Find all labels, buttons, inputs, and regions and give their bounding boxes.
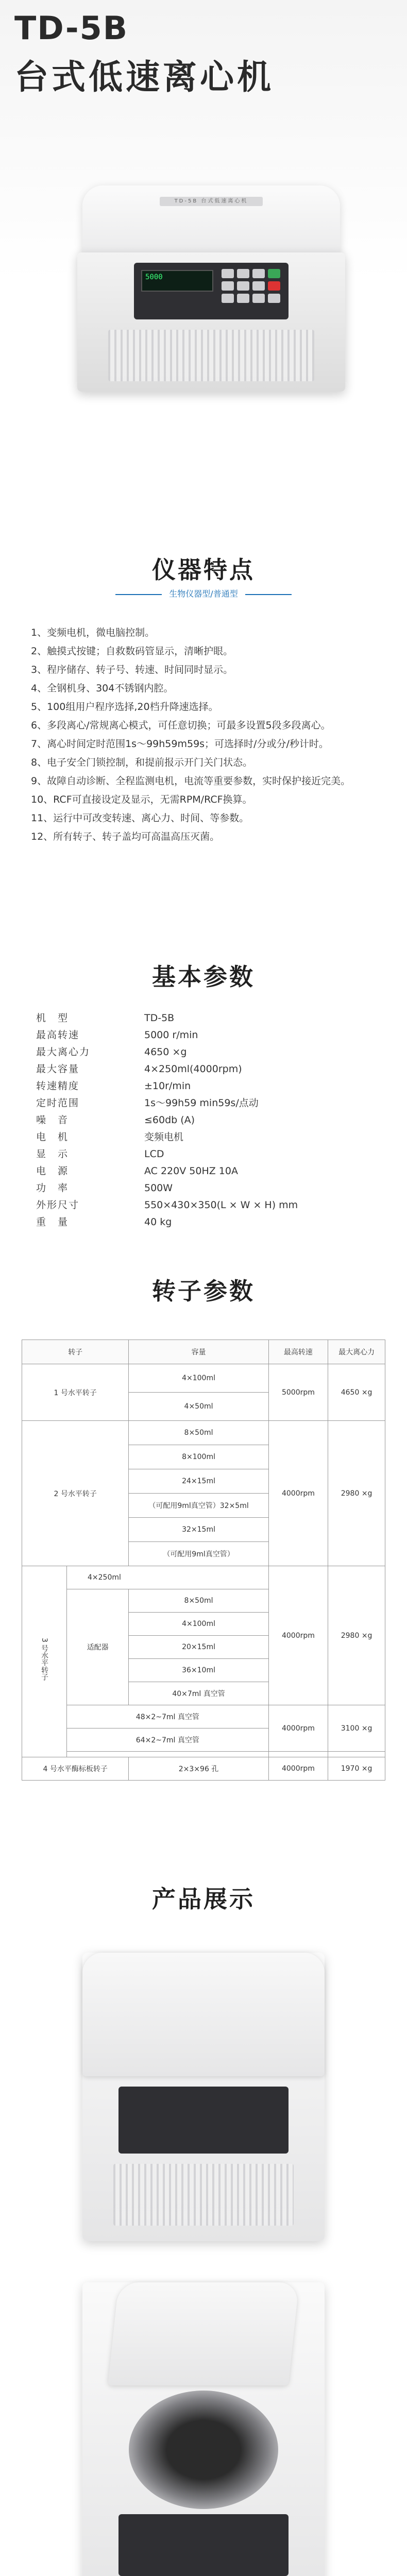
table-cell: 4000rpm [268,1705,328,1752]
table-cell: 48×2~7ml 真空管 [67,1705,269,1728]
table-cell: 8×50ml [129,1589,268,1613]
feature-item: 3、程序储存、转子号、转速、时间同时显示。 [31,664,233,675]
specs-title: 基本参数 [152,963,255,991]
spec-row [36,1129,371,1146]
table-cell: 24×15ml [129,1469,268,1494]
feature-item: 8、电子安全门锁控制，和提前报示开门关门状态。 [31,757,253,768]
spec-row [36,1146,371,1163]
spec-row [36,1061,371,1078]
rotor-4-name: 4 号水平酶标板转子 [22,1757,129,1781]
lid-image [82,1953,325,2076]
table-row [22,1364,385,1393]
spec-row [36,1095,371,1112]
spec-key: 最大容量 [36,1063,80,1075]
keypad [222,269,280,303]
feature-item: 7、离心时间定时范围1s～99h59m59s；可选择时/分或分/秒计时。 [31,738,329,750]
spec-row [36,1197,371,1214]
spec-value: 变频电机 [144,1131,184,1143]
features-title: 仪器特点 [152,556,255,584]
centrifuge-body-image [77,252,345,392]
rotor-bowl-image [129,2391,278,2509]
spec-value: ≤60db (A) [144,1114,195,1126]
product-image-front [82,1953,325,2241]
spec-key: 最大离心力 [36,1046,91,1058]
table-cell: 4000rpm [268,1421,328,1566]
spec-row [36,1078,371,1095]
spec-key: 外形尺寸 [36,1199,80,1211]
vent-grille [113,2164,294,2226]
table-cell: 4650 ×g [328,1364,385,1421]
specs-list [36,1010,371,1231]
table-cell: 5000rpm [268,1364,328,1421]
spec-key: 显 示 [36,1148,69,1160]
table-cell: 4000rpm [268,1566,328,1705]
table-header-row [22,1340,385,1364]
table-row [22,1566,385,1589]
spec-key: 电 源 [36,1165,69,1177]
spec-key: 重 量 [36,1216,69,1228]
spec-value: 4650 ×g [144,1046,187,1058]
table-cell: 4×100ml [129,1364,268,1393]
table-cell: 20×15ml [129,1636,268,1659]
table-cell: 3100 ×g [328,1705,385,1752]
rotor-title: 转子参数 [152,1277,255,1305]
spec-value: 4×250ml(4000rpm) [144,1063,242,1075]
spec-row [36,1163,371,1180]
table-cell: 4×250ml [67,1566,269,1589]
spec-key: 机 型 [36,1012,69,1024]
spec-row [36,1027,371,1044]
spec-value: 500W [144,1182,173,1194]
table-row [22,1752,385,1757]
header-rotor: 转子 [22,1340,129,1364]
table-cell: 2980 ×g [328,1566,385,1705]
hero-section [0,0,407,402]
table-cell: 2980 ×g [328,1421,385,1566]
rotor-1-name: 1 号水平转子 [22,1364,129,1421]
hero-model: TD-5B [14,9,129,47]
header-capacity: 容量 [129,1340,268,1364]
spec-key: 定时范围 [36,1097,80,1109]
table-cell: 40×7ml 真空管 [129,1682,268,1705]
table-cell: 36×10ml [129,1659,268,1682]
feature-item: 11、运行中可改变转速、离心力、时间、等参数。 [31,812,249,824]
spec-value: 1s～99h59 min59s/点动 [144,1097,259,1109]
table-row [22,1421,385,1445]
rotor-table [22,1340,385,1781]
feature-item: 6、多段离心/常规离心模式，可任意切换；可最多设置5段多段离心。 [31,720,331,731]
control-panel-image [134,263,289,319]
feature-item: 4、全钢机身、304不锈钢内腔。 [31,683,174,694]
spec-key: 电 机 [36,1131,69,1143]
lid-nameplate: TD-5B 台式低速离心机 [160,197,263,206]
header-max-speed: 最高转速 [268,1340,328,1364]
feature-item: 12、所有转子、转子盖均可高温高压灭菌。 [31,831,220,842]
control-panel-image [118,2087,289,2154]
spec-value: ±10r/min [144,1080,191,1092]
spec-row [36,1214,371,1231]
spec-key: 噪 音 [36,1114,69,1126]
table-cell [268,1752,328,1757]
table-cell: 4×100ml [129,1613,268,1636]
table-cell: 32×15ml [129,1518,268,1542]
spec-value: TD-5B [144,1012,175,1024]
table-cell: 4×50ml [129,1393,268,1421]
table-cell: 8×100ml [129,1445,268,1469]
rotor-3-name-text: 3 号水平转子 [40,1637,48,1681]
feature-item: 9、故障自动诊断、全程监测电机，电流等重要参数，实时保护接近完美。 [31,775,351,787]
spec-value: 550×430×350(L × W × H) mm [144,1199,298,1211]
table-row [22,1757,385,1781]
features-subtitle-text: 生物仪器型/普通型 [169,589,238,599]
spec-value: AC 220V 50HZ 10A [144,1165,238,1177]
table-cell: 64×2~7ml 真空管 [67,1728,269,1752]
feature-item: 10、RCF可直接设定及显示，无需RPM/RCF换算。 [31,794,252,805]
table-cell: （可配用9ml真空管） [129,1542,268,1566]
spec-row [36,1010,371,1027]
table-cell [67,1752,269,1757]
table-cell: 4000rpm [268,1757,328,1781]
spec-value: 40 kg [144,1216,172,1228]
feature-item: 1、变频电机，微电脑控制。 [31,627,155,638]
vent-grille [108,330,314,381]
lcd-display: 5000 [141,270,213,292]
rotor-2-name: 2 号水平转子 [22,1421,129,1566]
spec-row [36,1112,371,1129]
table-cell: （可配用9ml真空管）32×5ml [129,1494,268,1518]
table-cell: 2×3×96 孔 [129,1757,268,1781]
spec-row [36,1180,371,1197]
centrifuge-lid-image [82,185,340,263]
features-subtitle [0,587,407,599]
control-panel-image [118,2514,289,2576]
spec-key: 功 率 [36,1182,69,1194]
showcase-title: 产品展示 [152,1885,255,1913]
table-cell: 8×50ml [129,1421,268,1445]
table-cell: 1970 ×g [328,1757,385,1781]
spec-value: LCD [144,1148,164,1160]
spec-key: 最高转速 [36,1029,80,1041]
header-max-rcf: 最大离心力 [328,1340,385,1364]
table-cell [328,1752,385,1757]
spec-row [36,1044,371,1061]
product-image-open [82,2282,325,2576]
features-list [31,623,381,846]
open-lid-image [108,2282,299,2385]
spec-key: 转速精度 [36,1080,80,1092]
feature-item: 2、触摸式按键；自救数码管显示，清晰护眼。 [31,646,233,657]
feature-item: 5、100组用户程序选择,20档升降速选择。 [31,701,218,713]
table-row [22,1705,385,1728]
adapter-label: 适配器 [67,1589,129,1705]
hero-product-name: 台式低速离心机 [14,57,274,97]
spec-value: 5000 r/min [144,1029,198,1041]
rotor-3-name [22,1566,67,1757]
